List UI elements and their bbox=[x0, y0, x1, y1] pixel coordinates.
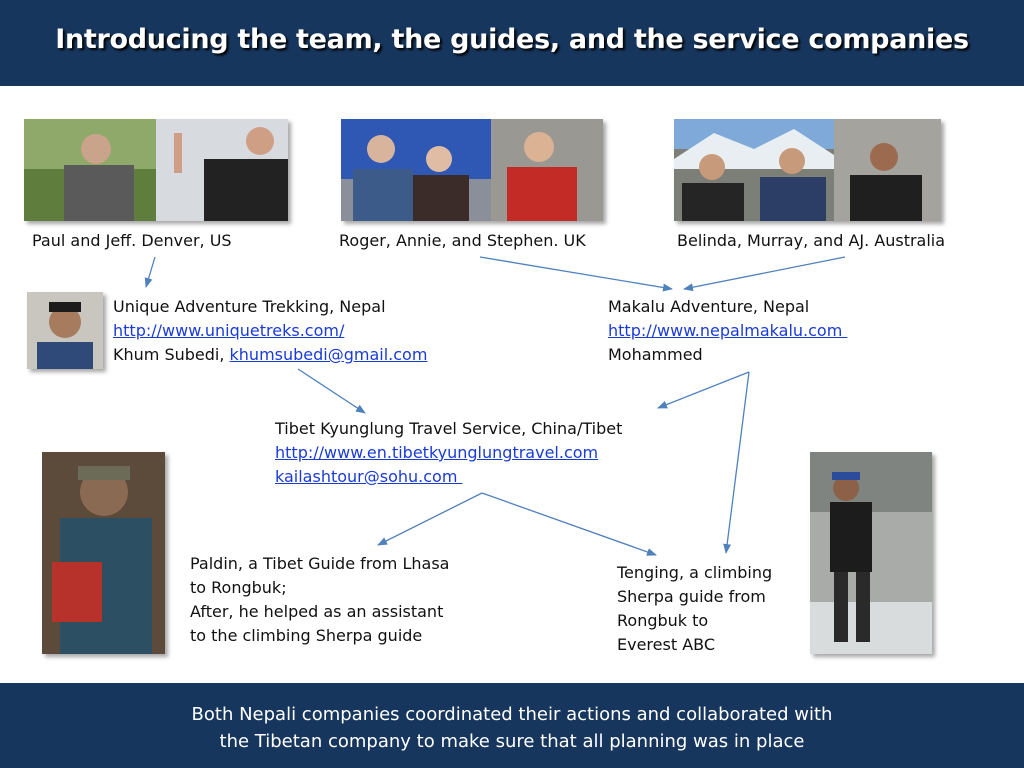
tenging-line: Everest ABC bbox=[617, 635, 715, 654]
tibet-website-link[interactable]: http://www.en.tibetkyunglungtravel.com bbox=[275, 443, 599, 462]
unique-email-link[interactable]: khumsubedi@gmail.com bbox=[229, 345, 428, 364]
paldin-line: Paldin, a Tibet Guide from Lhasa bbox=[190, 554, 450, 573]
arrow-australia-to-makalu bbox=[684, 257, 845, 289]
tenging-line: Sherpa guide from bbox=[617, 587, 766, 606]
company-name: Makalu Adventure, Nepal bbox=[608, 297, 810, 316]
footer-summary bbox=[0, 701, 1024, 755]
unique-website-link[interactable]: http://www.uniquetreks.com/ bbox=[113, 321, 345, 340]
footer-line: Both Nepali companies coordinated their actions and collaborated with bbox=[191, 704, 833, 725]
arrow-makalu-to-tibet bbox=[658, 372, 749, 408]
company-name: Unique Adventure Trekking, Nepal bbox=[113, 297, 386, 316]
arrow-tibet-to-tenging bbox=[482, 493, 656, 555]
contact-name: Khum Subedi, bbox=[113, 345, 230, 364]
arrow-uk-to-makalu bbox=[480, 257, 672, 289]
footer-banner bbox=[0, 683, 1024, 768]
paldin-line: to the climbing Sherpa guide bbox=[190, 626, 423, 645]
caption-uk-team: Roger, Annie, and Stephen. UK bbox=[339, 231, 586, 250]
paldin-line: After, he helped as an assistant bbox=[190, 602, 444, 621]
tenging-line: Rongbuk to bbox=[617, 611, 709, 630]
paldin-line: to Rongbuk; bbox=[190, 578, 287, 597]
footer-line: the Tibetan company to make sure that all planning was in place bbox=[219, 731, 805, 752]
arrow-us-to-unique bbox=[146, 257, 155, 287]
slide-title: Introducing the team, the guides, and the service companies bbox=[55, 24, 969, 55]
caption-australia-team: Belinda, Murray, and AJ. Australia bbox=[677, 231, 946, 250]
tibet-email-link[interactable]: kailashtour@sohu.com bbox=[275, 467, 463, 486]
makalu-website-link[interactable]: http://www.nepalmakalu.com bbox=[608, 321, 848, 340]
caption-us-team: Paul and Jeff. Denver, US bbox=[32, 231, 232, 250]
tenging-line: Tenging, a climbing bbox=[617, 563, 773, 582]
arrow-unique-to-tibet bbox=[298, 369, 365, 413]
company-name: Tibet Kyunglung Travel Service, China/Tibet bbox=[275, 419, 623, 438]
arrow-tibet-to-paldin bbox=[378, 493, 482, 545]
makalu-contact: Mohammed bbox=[608, 345, 703, 364]
arrow-makalu-to-tenging bbox=[726, 372, 749, 553]
